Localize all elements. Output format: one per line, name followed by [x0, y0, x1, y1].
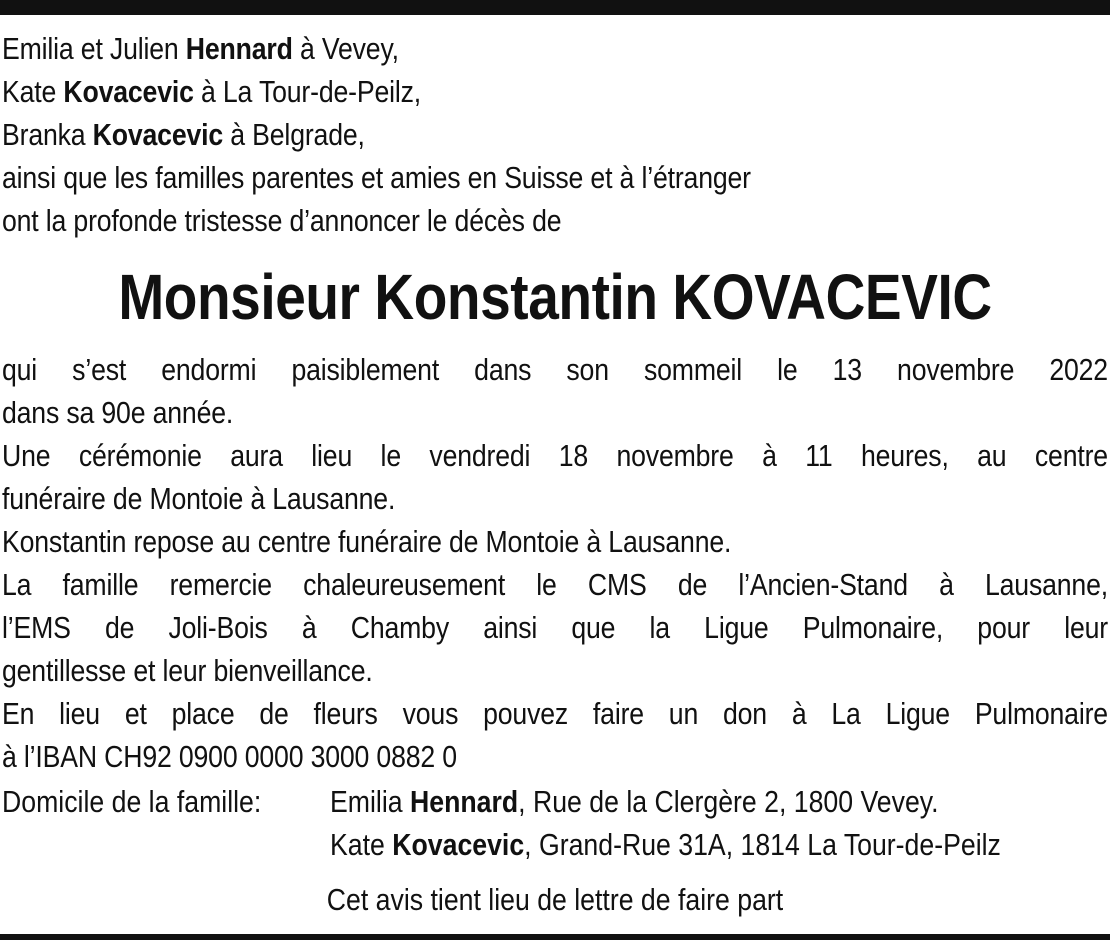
- announcer-location: à La Tour-de-Peilz,: [193, 74, 422, 109]
- domicile-entry: [330, 823, 1001, 866]
- announcer-surname: Kovacevic: [63, 74, 194, 109]
- top-border-rule: [0, 0, 1110, 15]
- domicile-entry: [330, 780, 939, 823]
- domicile-label: Domicile de la famille:: [2, 784, 262, 819]
- domicile-surname: Hennard: [409, 784, 519, 819]
- body-line: funéraire de Montoie à Lausanne.: [2, 481, 396, 516]
- announcer-first-names: Emilia et Julien: [2, 31, 186, 66]
- announcement-body: [2, 348, 1108, 778]
- body-line: à l’IBAN CH92 0900 0000 3000 0882 0: [2, 739, 457, 774]
- announcer-location: à Vevey,: [292, 31, 399, 66]
- announcer-surname: Hennard: [185, 31, 293, 66]
- body-line: qui s’est endormi paisiblement dans son sommeil le 13 novembre 2022: [2, 352, 1108, 387]
- announcer-location: à Belgrade,: [223, 117, 365, 152]
- body-line: Konstantin repose au centre funéraire de Montoie à Lausanne.: [2, 524, 732, 559]
- body-line: La famille remercie chaleureusement le CMS de l’Ancien-Stand à Lausanne,: [2, 567, 1108, 602]
- announcer-line: [2, 70, 953, 113]
- announcer-first-names: Branka: [2, 117, 93, 152]
- announcer-first-names: Kate: [2, 74, 64, 109]
- deceased-name: Monsieur Konstantin KOVACEVIC: [118, 261, 992, 333]
- body-line: En lieu et place de fleurs vous pouvez faire un don à La Ligue Pulmonaire: [2, 696, 1108, 731]
- domicile-surname: Kovacevic: [392, 827, 525, 862]
- body-line: gentillesse et leur bienveillance.: [2, 653, 373, 688]
- family-domicile: [2, 780, 1108, 866]
- bottom-border-rule: [0, 934, 1110, 940]
- domicile-first-name: Emilia: [330, 784, 410, 819]
- announcer-line: [2, 113, 953, 156]
- body-line: Une cérémonie aura lieu le vendredi 18 novembre à 11 heures, au centre: [2, 438, 1108, 473]
- domicile-address: , Rue de la Clergère 2, 1800 Vevey.: [518, 784, 939, 819]
- announcers-block: [2, 27, 1108, 242]
- footer-note: Cet avis tient lieu de lettre de faire part: [326, 882, 784, 917]
- body-line: dans sa 90e année.: [2, 395, 234, 430]
- intro-line: ainsi que les familles parentes et amies en Suisse et à l’étranger: [2, 160, 751, 195]
- announcer-line: [2, 27, 953, 70]
- announcer-surname: Kovacevic: [92, 117, 224, 152]
- domicile-first-name: Kate: [330, 827, 393, 862]
- body-line: l’EMS de Joli-Bois à Chamby ainsi que la Ligue Pulmonaire, pour leur: [2, 610, 1108, 645]
- domicile-address: , Grand-Rue 31A, 1814 La Tour-de-Peilz: [524, 827, 1001, 862]
- intro-line: ont la profonde tristesse d’annoncer le décès de: [2, 203, 562, 238]
